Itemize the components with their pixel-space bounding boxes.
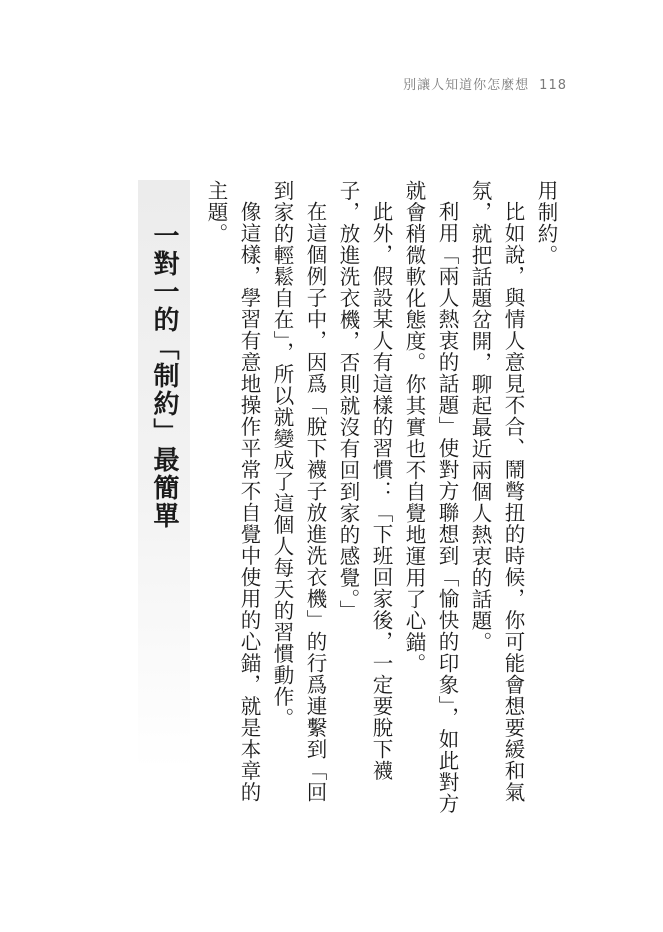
body-text bbox=[204, 180, 562, 820]
paragraph: 此外，假設某人有這樣的習慣：「下班回家後，一定要脫下襪子，放進洗衣機，否則就沒有回到家的感覺。」 bbox=[336, 180, 393, 781]
paragraph: 利用「兩人熱衷的話題」使對方聯想到「愉快的印象」，如此對方就會稍微軟化態度。你其實也不自覺地運用了心錨。 bbox=[402, 180, 459, 814]
section-title: 一對一的「制約」最簡單 bbox=[149, 222, 179, 530]
paragraph: 比如說，與情人意見不合、鬧彆扭的時候，你可能會想要緩和氣氛，就把話題岔開，聊起最近兩個人熱衷的話題。 bbox=[468, 180, 525, 803]
book-title: 別讓人知道你怎麼想 bbox=[403, 78, 530, 93]
page-number: 118 bbox=[539, 78, 567, 93]
paragraph: 在這個例子中，因爲「脫下襪子放進洗衣機」的行爲連繫到「回到家的輕鬆自在」，所以就變成了這個人每天的習慣動作。 bbox=[270, 180, 327, 803]
paragraph: 像這樣，學習有意地操作平常不自覺中使用的心錨，就是本章的主題。 bbox=[204, 180, 261, 803]
running-header bbox=[403, 74, 567, 93]
paragraph: 用制約。 bbox=[534, 180, 558, 266]
